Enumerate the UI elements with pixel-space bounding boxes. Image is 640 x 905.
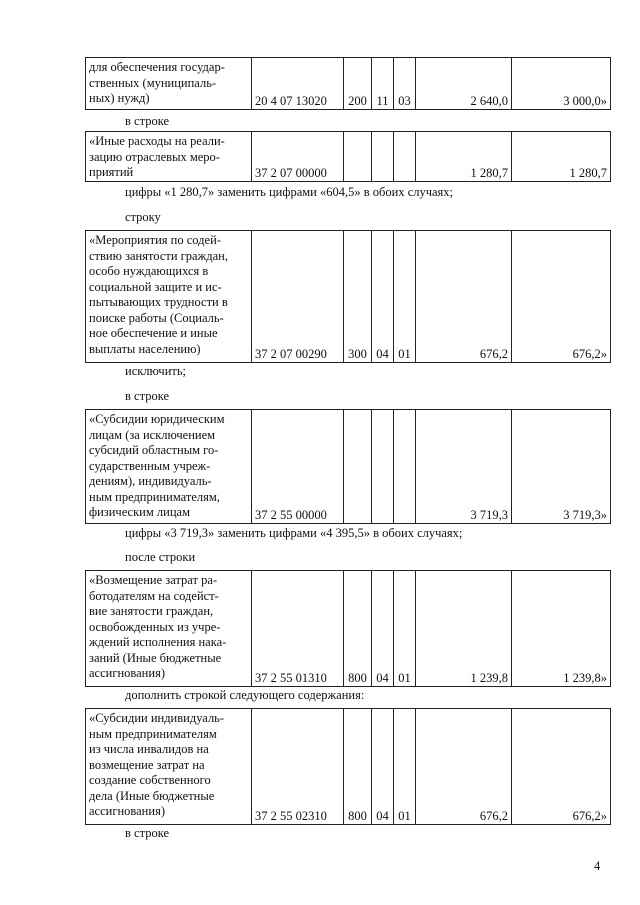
- csr-code-cell: 37 2 55 00000: [252, 410, 344, 524]
- budget-table-6: [85, 708, 611, 825]
- sum-2-cell: 1 239,8»: [512, 571, 611, 687]
- sum-1-cell: 2 640,0: [416, 58, 512, 110]
- rz-code-cell: [372, 132, 394, 182]
- pr-code-cell: [394, 410, 416, 524]
- vr-code-cell: 800: [344, 571, 372, 687]
- name-line: создание собственного: [89, 773, 211, 787]
- sum-2-cell: 3 719,3»: [512, 410, 611, 524]
- name-line: социальной защите и ис-: [89, 279, 222, 294]
- sum-2-cell: 676,2»: [512, 709, 611, 825]
- name-line: сударственным учреж-: [89, 458, 211, 473]
- sum-1-cell: 3 719,3: [416, 410, 512, 524]
- expense-name-cell: [86, 58, 252, 110]
- budget-row-table: [85, 708, 611, 825]
- name-line: возмещение затрат на: [89, 757, 205, 772]
- expense-name-cell: [86, 132, 252, 182]
- name-line: ждений исполнения нака-: [89, 635, 227, 649]
- rz-code-cell: 04: [372, 709, 394, 825]
- pr-code-cell: 01: [394, 231, 416, 363]
- name-line: освобожденных из учре-: [89, 619, 221, 634]
- name-line: ственных (муниципаль-: [89, 75, 217, 90]
- name-line: ствию занятости граждан,: [89, 248, 228, 263]
- name-line: дела (Иные бюджетные: [89, 788, 215, 803]
- csr-code-cell: 37 2 07 00000: [252, 132, 344, 182]
- name-line: зацию отраслевых меро-: [89, 149, 220, 164]
- expense-name-cell: [86, 571, 252, 687]
- instruction-text: в строке: [125, 114, 170, 128]
- name-line: «Возмещение затрат ра-: [89, 573, 218, 587]
- name-line: ным предпринимателям,: [89, 489, 220, 504]
- instruction-text: цифры «1 280,7» заменить цифрами «604,5» в обоих случаях;: [125, 185, 454, 199]
- sum-1-cell: 1 280,7: [416, 132, 512, 182]
- name-line: ным предпринимателям: [89, 726, 217, 741]
- instruction-text: после строки: [125, 550, 196, 564]
- vr-code-cell: [344, 132, 372, 182]
- csr-code-cell: 20 4 07 13020: [252, 58, 344, 110]
- name-line: для обеспечения государ-: [89, 60, 225, 74]
- expense-name-cell: [86, 231, 252, 363]
- name-line: пытывающих трудности в: [89, 295, 228, 309]
- instruction-text: в строке: [125, 826, 170, 840]
- name-line: приятий: [89, 165, 134, 179]
- vr-code-cell: 800: [344, 709, 372, 825]
- budget-row-table: [85, 131, 611, 182]
- instruction-text: в строке: [125, 389, 170, 403]
- budget-row-table: [85, 230, 611, 363]
- name-line: ассигнования): [89, 666, 165, 680]
- expense-name-cell: [86, 410, 252, 524]
- vr-code-cell: [344, 410, 372, 524]
- budget-table-5: [85, 570, 611, 687]
- name-line: «Иные расходы на реали-: [89, 134, 225, 148]
- instruction-text: дополнить строкой следующего содержания:: [125, 688, 365, 702]
- budget-row-table: [85, 409, 611, 524]
- sum-2-cell: 1 280,7: [512, 132, 611, 182]
- rz-code-cell: [372, 410, 394, 524]
- instruction-text: строку: [125, 210, 161, 224]
- name-line: особо нуждающихся в: [89, 264, 209, 278]
- name-line: ботодателям на содейст-: [89, 588, 219, 603]
- rz-code-cell: 11: [372, 58, 394, 110]
- name-line: «Субсидии индивидуаль-: [89, 711, 225, 725]
- name-line: физическим лицам: [89, 505, 190, 519]
- budget-table-3: [85, 230, 611, 363]
- budget-table-4: [85, 409, 611, 524]
- name-line: из числа инвалидов на: [89, 742, 209, 756]
- name-line: поиске работы (Социаль-: [89, 310, 224, 325]
- name-line: вие занятости граждан,: [89, 604, 214, 618]
- budget-row-table: [85, 57, 611, 110]
- rz-code-cell: 04: [372, 571, 394, 687]
- budget-table-2: [85, 131, 611, 182]
- pr-code-cell: 01: [394, 571, 416, 687]
- name-line: ное обеспечение и иные: [89, 326, 218, 340]
- csr-code-cell: 37 2 55 01310: [252, 571, 344, 687]
- csr-code-cell: 37 2 55 02310: [252, 709, 344, 825]
- rz-code-cell: 04: [372, 231, 394, 363]
- vr-code-cell: 200: [344, 58, 372, 110]
- sum-1-cell: 676,2: [416, 709, 512, 825]
- name-line: заний (Иные бюджетные: [89, 650, 222, 665]
- name-line: ассигнования): [89, 804, 165, 818]
- name-line: ных) нужд): [89, 91, 150, 105]
- budget-row-table: [85, 570, 611, 687]
- instruction-text: исключить;: [125, 364, 187, 378]
- name-line: «Субсидии юридическим: [89, 412, 225, 426]
- sum-1-cell: 1 239,8: [416, 571, 512, 687]
- sum-1-cell: 676,2: [416, 231, 512, 363]
- sum-2-cell: 3 000,0»: [512, 58, 611, 110]
- vr-code-cell: 300: [344, 231, 372, 363]
- pr-code-cell: [394, 132, 416, 182]
- budget-table-1: [85, 57, 611, 110]
- name-line: субсидий областным го-: [89, 443, 219, 457]
- page-number: 4: [594, 859, 601, 873]
- name-line: «Мероприятия по содей-: [89, 233, 221, 247]
- sum-2-cell: 676,2»: [512, 231, 611, 363]
- pr-code-cell: 01: [394, 709, 416, 825]
- name-line: выплаты населению): [89, 341, 201, 356]
- instruction-text: цифры «3 719,3» заменить цифрами «4 395,5» в обоих случаях;: [125, 526, 463, 540]
- expense-name-cell: [86, 709, 252, 825]
- pr-code-cell: 03: [394, 58, 416, 110]
- name-line: лицам (за исключением: [89, 427, 216, 442]
- csr-code-cell: 37 2 07 00290: [252, 231, 344, 363]
- name-line: дениям), индивидуаль-: [89, 474, 212, 488]
